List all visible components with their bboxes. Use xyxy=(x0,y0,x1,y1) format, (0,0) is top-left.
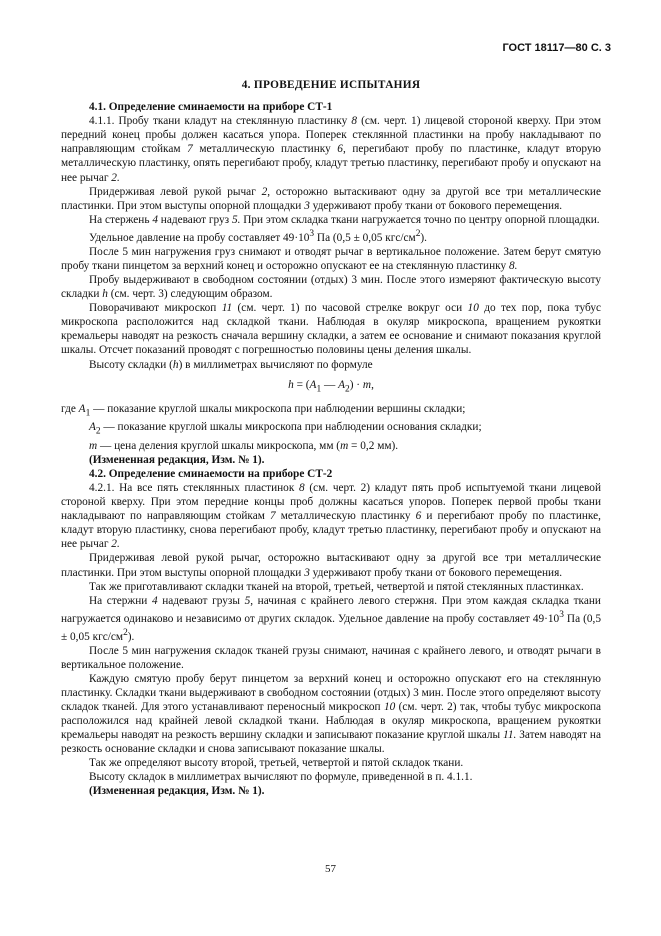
paragraph: После 5 мин нагружения складок тканей грузы снимают, начиная с крайнего левого, и отводят рычаги в вертикальное положение. xyxy=(61,644,601,671)
document-body xyxy=(61,78,601,799)
subsection-heading-4-2: 4.2. Определение сминаемости на приборе СТ-2 xyxy=(89,467,333,480)
paragraph: На стержни 4 надевают грузы 5, начиная с крайнего левого стержня. При этом каждая складка ткани нагружается одинаково и независимо от других складок. Удельное давление на пробу составляет $49\cdot 10^3$ Па (0,5 ± 0,05 кгс/$см^2$). xyxy=(61,594,601,643)
paragraph: Каждую смятую пробу берут пинцетом за верхний конец и осторожно опускают его на стеклянную пластинку. Складки ткани выдерживают в свободном состоянии (отдых) 3 мин. После этого определяют высоту складок тканей. Для этого устанавливают переносный микроскоп 10 (см. черт. 2) так, чтобы тубус микроскопа расположился над крайней левой складкой ткани. Наблюдая в окуляр микроскопа, вращением рукоятки кремальеры наводят на резкость вершину складки и записывают показание круглой шкалы 11. Затем наводят на резкость основание складки и снова записывают показание шкалы. xyxy=(61,672,602,756)
definition-a2: $A_2$ — показание круглой шкалы микроскопа при наблюдении основания складки; xyxy=(89,421,482,437)
page-number: 57 xyxy=(325,863,336,875)
paragraph: Высоту складки (h) в миллиметрах вычисляют по формуле xyxy=(89,358,373,371)
paragraph: Пробу выдерживают в свободном состоянии (отдых) 3 мин. После этого измеряют фактическую высоту складки h (см. черт. 3) следующим образом. xyxy=(61,273,601,301)
paragraph: На стержень 4 надевают груз 5. При этом складка ткани нагружается точно по центру опорной площадки. xyxy=(89,213,600,226)
paragraph: Высоту складок в миллиметрах вычисляют по формуле, приведенной в п. 4.1.1. xyxy=(89,771,473,784)
paragraph: Удельное давление на пробу составляет $49\cdot 10^3$ Па (0,5 ± 0,05 кгс/$см^2$). xyxy=(89,228,427,244)
subsection-heading-4-1: 4.1. Определение сминаемости на приборе СТ-1 xyxy=(89,101,333,114)
paragraph: Так же приготавливают складки тканей на второй, третьей, четвертой и пятой стеклянных пластинках. xyxy=(89,580,584,593)
paragraph: Придерживая левой рукой рычаг, осторожно вытаскивают одну за другой все три металлические пластинки. При этом выступы опорной площадки 3 удерживают пробу ткани от бокового перемещения. xyxy=(61,552,601,579)
paragraph-4-2-1: 4.2.1. На все пять стеклянных пластинок 8 (см. черт. 2) кладут пять проб испытуемой ткани лицевой стороной кверху. При этом передние концы проб должны касаться упоров. Поперек первой пробы ткани накладывают по направляющим стойкам 7 металлическую пластинку 6 и перегибают пробу по пластинке, кладут вторую пластинку, снова перегибают пробу, кладут третью пластинку, перегибают пробу и опускают на нее рычаг 2. xyxy=(61,481,601,551)
paragraph: Придерживая левой рукой рычаг 2, осторожно вытаскивают одну за другой все три металлические пластинки. При этом выступы опорной площадки 3 удерживают пробу ткани от бокового перемещения. xyxy=(61,185,601,212)
page-header: ГОСТ 18117—80 С. 3 xyxy=(502,42,611,54)
amendment-note: (Измененная редакция, Изм. № 1). xyxy=(89,785,265,798)
paragraph: Поворачивают микроскоп 11 (см. черт. 1) по часовой стрелке вокруг оси 10 до тех пор, пока тубус микроскопа расположится над складкой ткани. Наблюдая в окуляр микроскопа, вращением рукоятки кремальеры наводят на резкость сначала вершину складки, а затем ее основание и снимают показания круглой шкалы. Отсчет показаний проводят с погрешностью половины цены деления шкалы. xyxy=(61,302,601,357)
formula: $h = (A_1$ — $A_2) \cdot m$, xyxy=(288,378,374,394)
definition-m: m — цена деления круглой шкалы микроскопа, мм (m = 0,2 мм). xyxy=(89,439,399,452)
section-title: 4. ПРОВЕДЕНИЕ ИСПЫТАНИЯ xyxy=(241,79,421,91)
paragraph-4-1-1: 4.1.1. Пробу ткани кладут на стеклянную пластинку 8 (см. черт. 1) лицевой стороной кверху. При этом передний конец пробы должен касаться упора. Поперек стеклянной пластинки на пробу накладывают по направляющим стойкам 7 металлическую пластинку 6, перегибают пробу по пластинке, кладут вторую металлическую пластинку, опять перегибают пробу, кладут третью пластинку, перегибают пробу и опускают на нее рычаг 2. xyxy=(61,115,602,184)
amendment-note: (Измененная редакция, Изм. № 1). xyxy=(89,453,265,466)
paragraph: Так же определяют высоту второй, третьей, четвертой и пятой складок ткани. xyxy=(89,757,464,770)
paragraph: После 5 мин нагружения груз снимают и отводят рычаг в вертикальное положение. Затем берут смятую пробу ткани пинцетом за верхний конец и осторожно опускают ее на стеклянную пластинку 8. xyxy=(61,245,601,272)
definition-a1: где $A_1$ — показание круглой шкалы микроскопа при наблюдении вершины складки; xyxy=(61,402,466,419)
